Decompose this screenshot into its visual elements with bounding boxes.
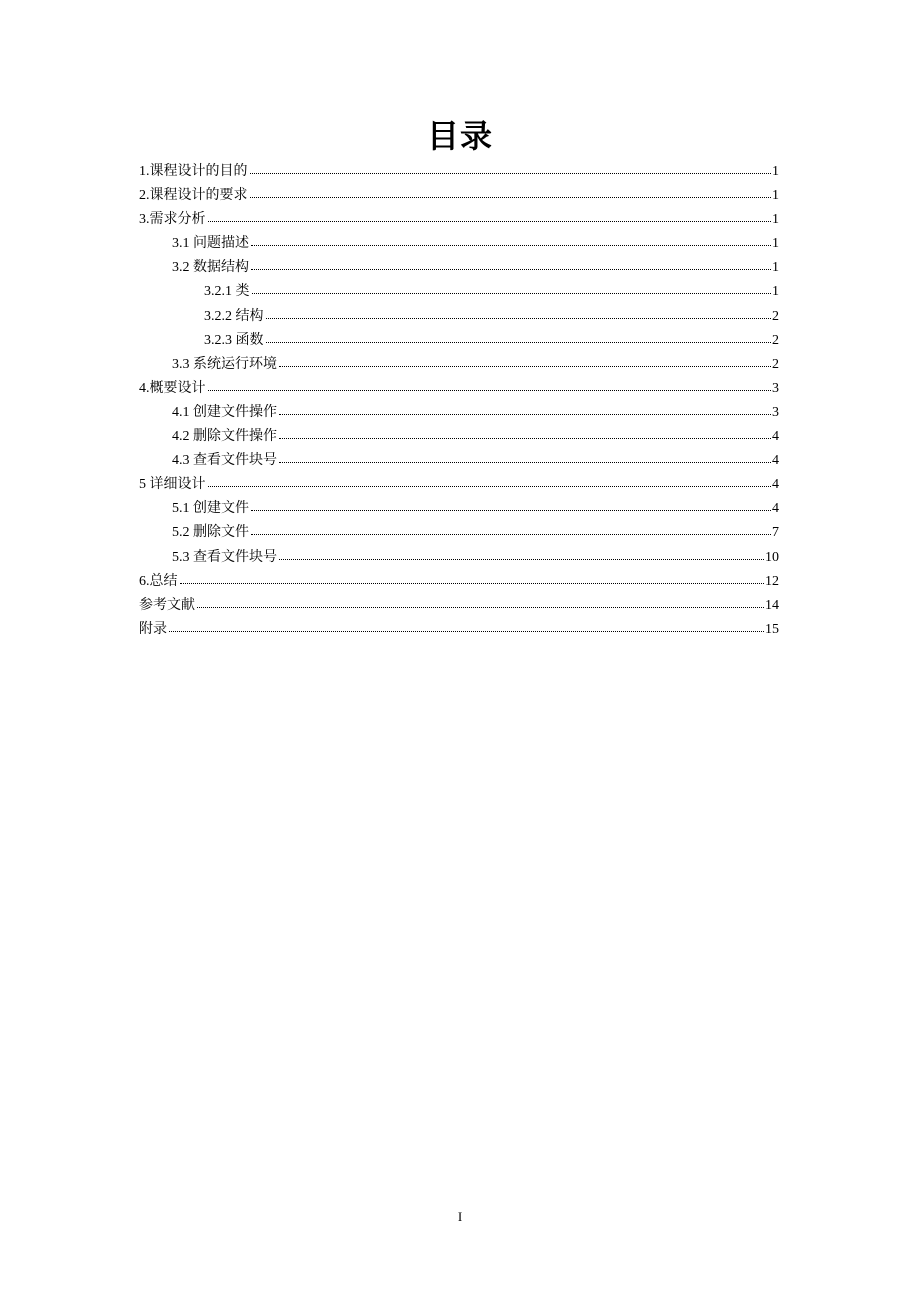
- toc-dot-leader: [279, 402, 771, 416]
- toc-entry-page: 4: [772, 453, 779, 469]
- toc-entry[interactable]: [139, 521, 779, 545]
- toc-entry[interactable]: [139, 305, 779, 329]
- toc-dot-leader: [250, 161, 772, 175]
- toc-dot-leader: [279, 354, 771, 368]
- toc-entry[interactable]: [139, 160, 779, 184]
- toc-entry[interactable]: [139, 353, 779, 377]
- toc-entry-title: 3.2.3 函数: [204, 332, 264, 348]
- toc-entry-title: 6.总结: [139, 573, 178, 589]
- toc-entry-title: 5 详细设计: [139, 477, 206, 493]
- toc-entry[interactable]: [139, 570, 779, 594]
- footer-page-number: I: [457, 1209, 463, 1224]
- toc-dot-leader: [251, 233, 771, 247]
- toc-entry[interactable]: [139, 546, 779, 570]
- toc-entry-title: 4.3 查看文件块号: [172, 453, 277, 469]
- toc-entry-title: 1.课程设计的目的: [139, 164, 248, 179]
- toc-dot-leader: [250, 185, 772, 199]
- toc-entry[interactable]: [139, 256, 779, 280]
- toc-entry-title: 4.概要设计: [139, 380, 206, 396]
- toc-entry-page: 15: [765, 621, 779, 637]
- toc-entry-page: 10: [765, 549, 779, 565]
- toc-dot-leader: [251, 522, 771, 536]
- toc-dot-leader: [279, 547, 764, 561]
- toc-entry-page: 1: [772, 284, 779, 300]
- toc-entry-page: 1: [772, 236, 779, 252]
- toc-entry-page: 1: [772, 164, 779, 179]
- toc-entry-page: 4: [772, 429, 779, 445]
- toc-entry-page: 1: [772, 212, 779, 228]
- toc-entry-title: 3.3 系统运行环境: [172, 356, 277, 372]
- toc-entry-title: 3.2 数据结构: [172, 260, 249, 276]
- toc-dot-leader: [197, 595, 764, 609]
- toc-entry[interactable]: [139, 184, 779, 208]
- toc-entry[interactable]: [139, 473, 779, 497]
- toc-entry[interactable]: [139, 329, 779, 353]
- toc-entry-page: 1: [772, 260, 779, 276]
- toc-entry[interactable]: [139, 618, 779, 642]
- toc-entry-title: 4.1 创建文件操作: [172, 404, 277, 420]
- toc-dot-leader: [266, 306, 772, 320]
- toc-dot-leader: [279, 426, 771, 440]
- toc-entry-title: 3.需求分析: [139, 212, 206, 228]
- toc-entry-title: 3.1 问题描述: [172, 236, 249, 252]
- toc-entry-title: 4.2 删除文件操作: [172, 429, 277, 445]
- toc-dot-leader: [279, 450, 771, 464]
- toc-entry-title: 参考文献: [139, 597, 195, 613]
- toc-entry-title: 3.2.1 类: [204, 284, 250, 300]
- toc-entry-page: 12: [765, 573, 779, 589]
- toc-entry-title: 5.2 删除文件: [172, 525, 249, 541]
- toc-entry-title: 5.3 查看文件块号: [172, 549, 277, 565]
- toc-entry[interactable]: [139, 425, 779, 449]
- page-title: 目录: [426, 117, 493, 155]
- toc-entry-page: 2: [772, 332, 779, 348]
- toc-dot-leader: [208, 378, 772, 392]
- toc-entry-page: 2: [772, 356, 779, 372]
- toc-dot-leader: [169, 619, 764, 633]
- toc-dot-leader: [180, 571, 765, 585]
- toc-entry-page: 7: [772, 525, 779, 541]
- toc-dot-leader: [251, 257, 771, 271]
- toc-entry[interactable]: [139, 449, 779, 473]
- toc-entry[interactable]: [139, 208, 779, 232]
- toc-entry-page: 4: [772, 501, 779, 517]
- toc-dot-leader: [266, 330, 772, 344]
- toc-entry[interactable]: [139, 594, 779, 618]
- toc-entry[interactable]: [139, 401, 779, 425]
- toc-entry[interactable]: [139, 377, 779, 401]
- toc-entry-page: 1: [772, 188, 779, 204]
- toc-entry-page: 14: [765, 597, 779, 613]
- toc-dot-leader: [208, 474, 772, 488]
- toc-entry-page: 3: [772, 404, 779, 420]
- toc-entry-page: 2: [772, 308, 779, 324]
- toc-entry[interactable]: [139, 280, 779, 304]
- toc-entry-title: 5.1 创建文件: [172, 501, 249, 517]
- toc-entry-title: 2.课程设计的要求: [139, 188, 248, 204]
- toc-entry-title: 3.2.2 结构: [204, 308, 264, 324]
- toc-entry[interactable]: [139, 232, 779, 256]
- table-of-contents: [139, 160, 779, 642]
- toc-entry-page: 4: [772, 477, 779, 493]
- toc-entry-page: 3: [772, 380, 779, 396]
- toc-dot-leader: [251, 498, 771, 512]
- toc-dot-leader: [208, 209, 772, 223]
- toc-entry[interactable]: [139, 497, 779, 521]
- toc-entry-title: 附录: [139, 621, 167, 637]
- toc-dot-leader: [252, 281, 772, 295]
